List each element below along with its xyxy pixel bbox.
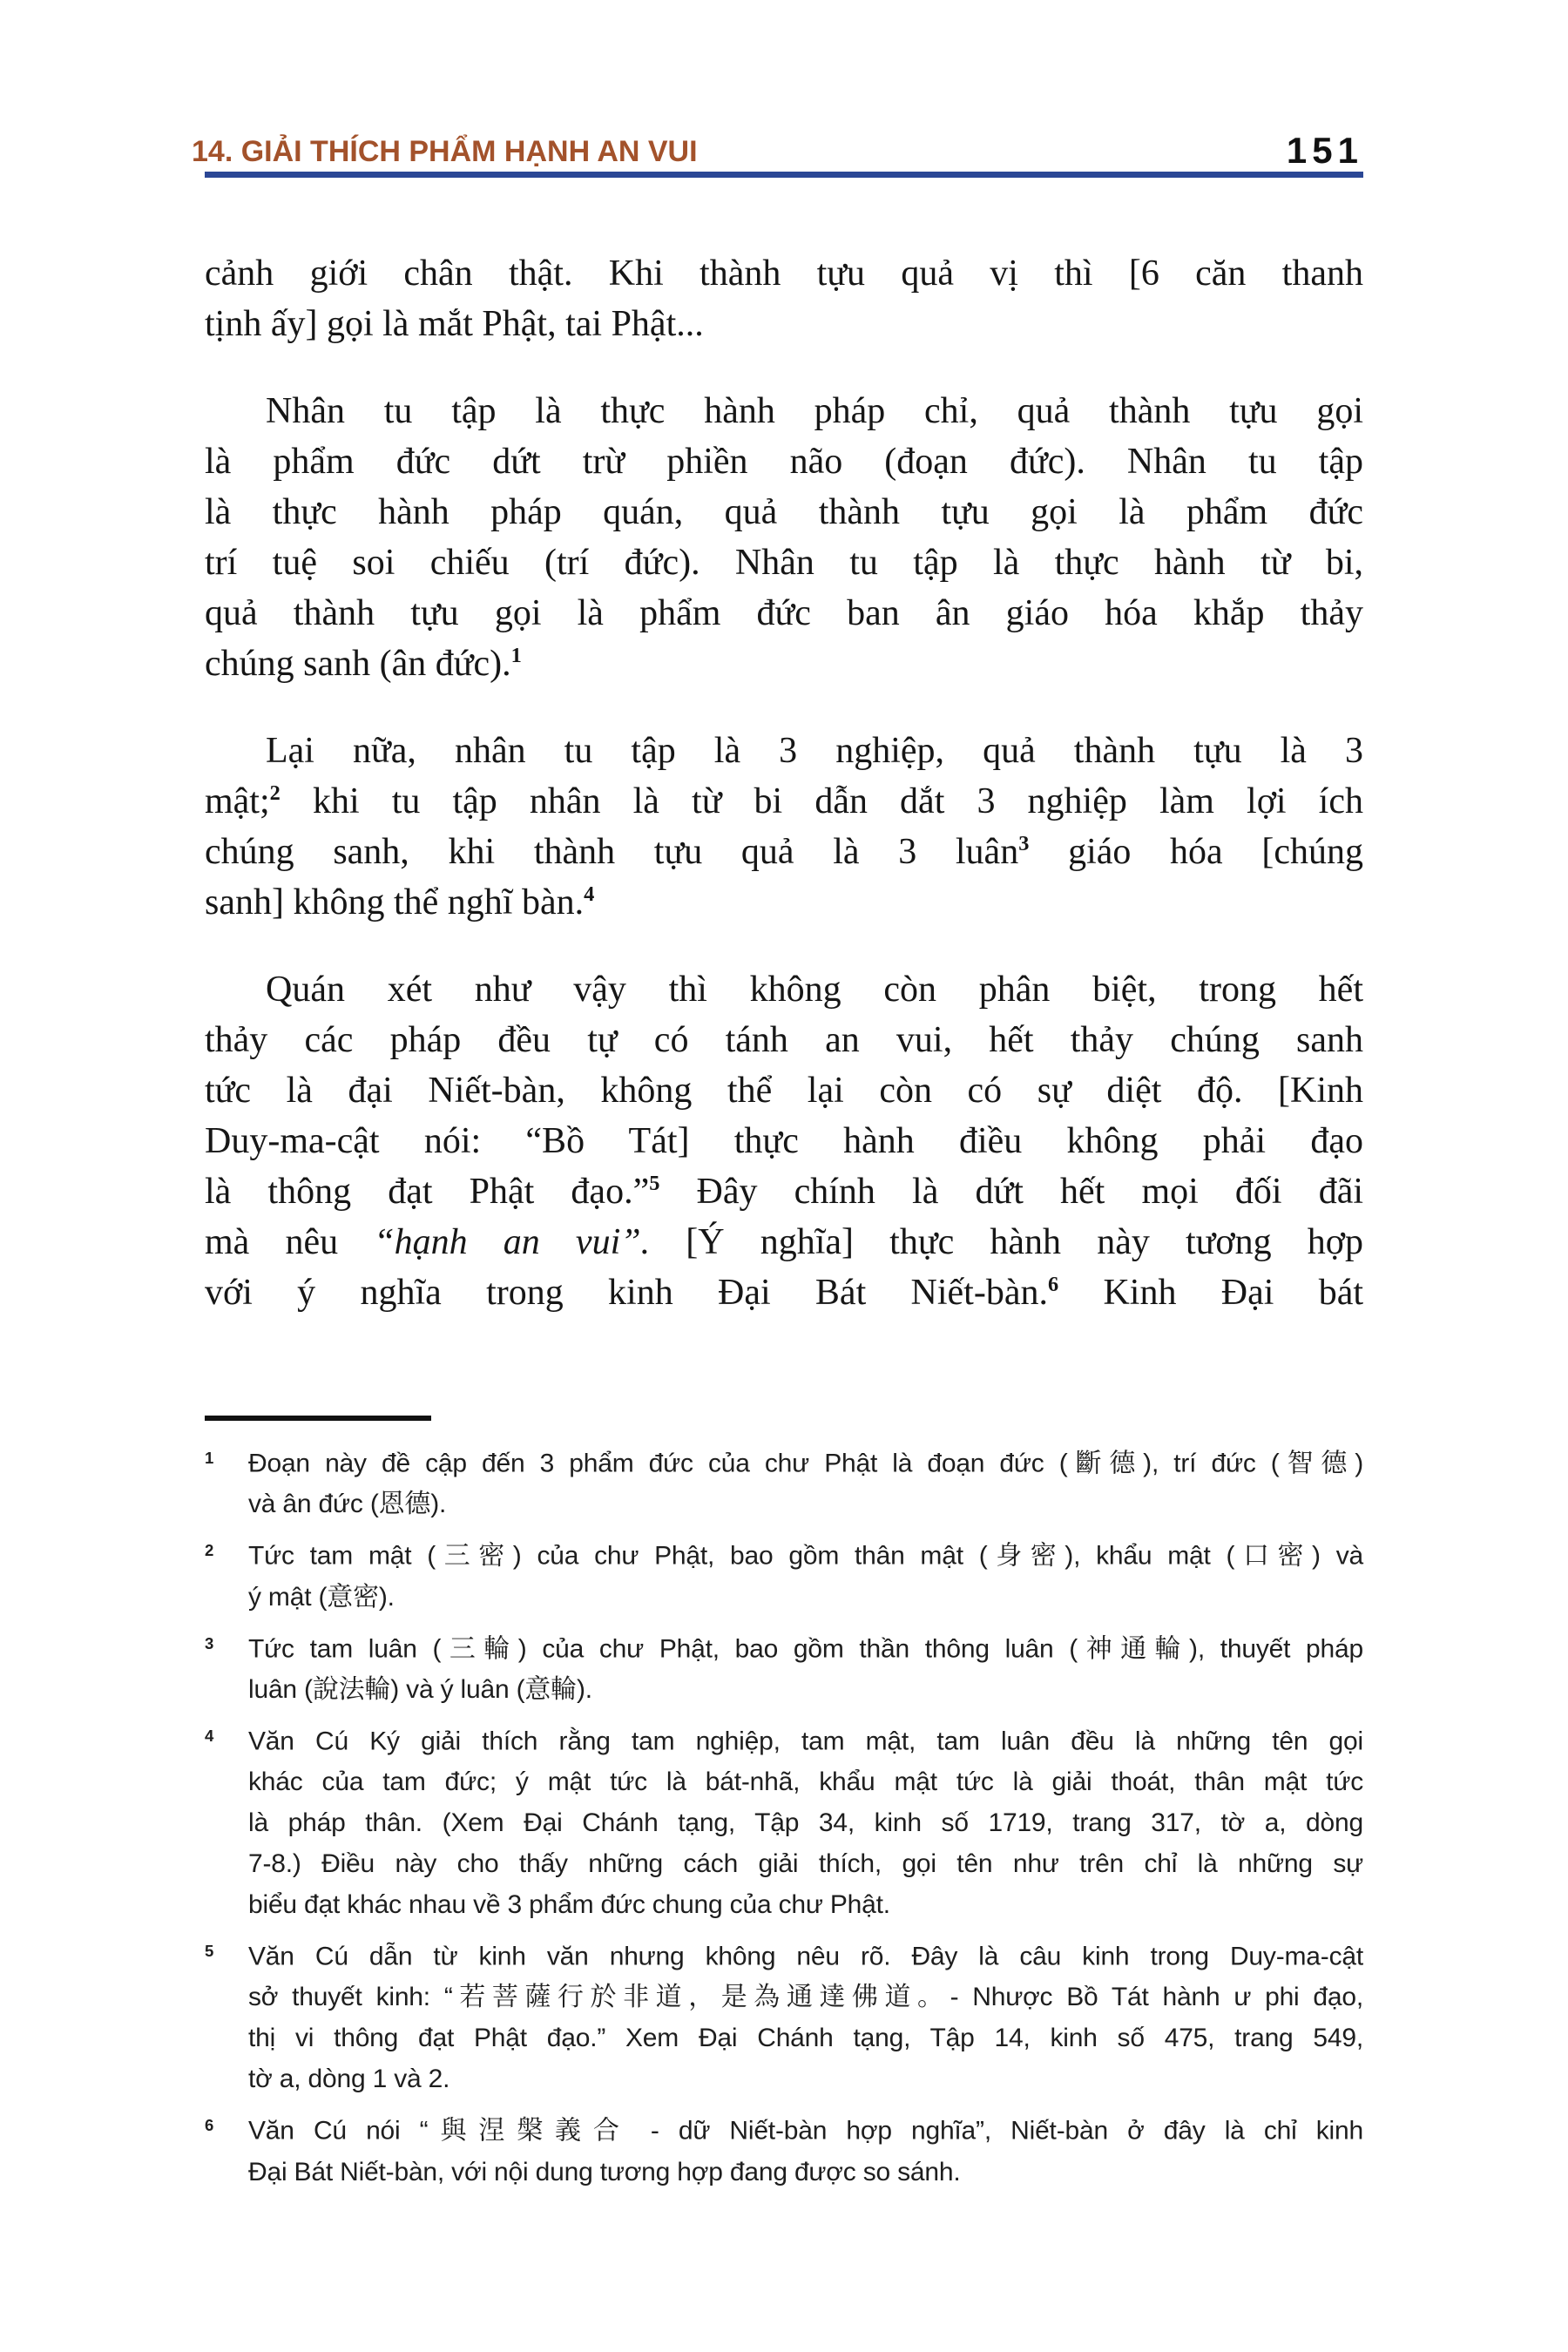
- paragraph: [205, 386, 1363, 689]
- footnote: [205, 1437, 1363, 1524]
- footnote: [205, 1623, 1363, 1710]
- body-line: tức là đại Niết-bàn, không thể lại còn có sự diệt độ. [Kinh: [205, 1071, 1363, 1111]
- footnote-line: 4 Văn Cú Ký giải thích rằng tam nghiệp, tam mật, tam luân đều là những tên gọi: [248, 1715, 1363, 1761]
- footnote-number: 1: [205, 1449, 214, 1467]
- footnote-line: thị vi thông đạt Phật đạo.” Xem Đại Chánh tạng, Tập 14, kinh số 475, trang 549,: [248, 2024, 1363, 2053]
- footnote-line: sở thuyết kinh: “若菩薩行於非道，是為通達佛道。- Nhược Bồ Tát hành ư phi đạo,: [248, 1983, 1363, 2012]
- body-line: Nhân tu tập là thực hành pháp chỉ, quả thành tựu gọi: [266, 391, 1363, 431]
- footnote-line: luân (說法輪) và ý luân (意輪).: [248, 1674, 592, 1704]
- body-line: là thực hành pháp quán, quả thành tựu gọi là phẩm đức: [205, 492, 1363, 532]
- footnote: [205, 1715, 1363, 1925]
- body-line: tịnh ấy] gọi là mắt Phật, tai Phật...: [205, 304, 704, 344]
- footnote-line: là pháp thân. (Xem Đại Chánh tạng, Tập 34, kinh số 1719, trang 317, tờ a, dòng: [248, 1808, 1363, 1838]
- footnote-line: 2 Tức tam mật (三密) của chư Phật, bao gồm thân mật (身密), khẩu mật (口密) và: [248, 1530, 1363, 1576]
- footnote-line: tờ a, dòng 1 và 2.: [248, 2065, 450, 2094]
- body-line: quả thành tựu gọi là phẩm đức ban ân giáo hóa khắp thảy: [205, 593, 1363, 633]
- body-line: thảy các pháp đều tự có tánh an vui, hết thảy chúng sanh: [205, 1020, 1363, 1060]
- paragraph: [205, 964, 1363, 1318]
- body-line: chúng sanh, khi thành tựu quả là 3 luân$^3$ giáo hóa [chúng: [205, 832, 1363, 872]
- footnote-line: Đại Bát Niết-bàn, với nội dung tương hợp đang được so sánh.: [248, 2157, 961, 2186]
- body-text: [205, 248, 1363, 1318]
- body-line: là thông đạt Phật đạo.”$^5$ Đây chính là dứt hết mọi đối đãi: [205, 1172, 1363, 1212]
- body-line: mật;$^2$ khi tu tập nhân là từ bi dẫn dắt 3 nghiệp làm lợi ích: [205, 781, 1363, 821]
- footnote-line: và ân đức (恩德).: [248, 1490, 447, 1519]
- body-line: trí tuệ soi chiếu (trí đức). Nhân tu tập là thực hành từ bi,: [205, 543, 1363, 583]
- body-line: Quán xét như vậy thì không còn phân biệt, trong hết: [266, 970, 1363, 1010]
- footnote-number: 5: [205, 1942, 214, 1961]
- body-line: Duy-ma-cật nói: “Bồ Tát] thực hành điều không phải đạo: [205, 1121, 1363, 1161]
- footnote-line: ý mật (意密).: [248, 1582, 395, 1612]
- footnote-number: 4: [205, 1726, 214, 1745]
- footnotes-section: [205, 1437, 1363, 2198]
- footnote-line: 7-8.) Điều này cho thấy những cách giải thích, gọi tên như trên chỉ là những sự: [248, 1849, 1363, 1879]
- paragraph: [205, 248, 1363, 349]
- paragraph: [205, 726, 1363, 928]
- footnote-line: 1 Đoạn này đề cập đến 3 phẩm đức của chư Phật là đoạn đức (斷德), trí đức (智德): [248, 1437, 1363, 1484]
- body-line: Lại nữa, nhân tu tập là 3 nghiệp, quả thành tựu là 3: [266, 731, 1363, 771]
- footnote: [205, 2105, 1363, 2192]
- footnote-line: 5 Văn Cú dẫn từ kinh văn nhưng không nêu rõ. Đây là câu kinh trong Duy-ma-cật: [248, 1930, 1363, 1977]
- footnote-line: 6 Văn Cú nói “與涅槃義合 - dữ Niết-bàn hợp nghĩa”, Niết-bàn ở đây là chỉ kinh: [248, 2105, 1363, 2151]
- chapter-title: 14. GIẢI THÍCH PHẨM HẠNH AN VUI: [192, 135, 698, 168]
- footnote-line: khác của tam đức; ý mật tức là bát-nhã, khẩu mật tức là giải thoát, thân mật tức: [248, 1767, 1363, 1797]
- footnote-separator: [205, 1416, 431, 1421]
- footnote-number: 3: [205, 1633, 214, 1652]
- body-line: chúng sanh (ân đức).$^1$: [205, 644, 522, 684]
- body-line: sanh] không thể nghĩ bàn.$^4$: [205, 882, 595, 923]
- footnote: [205, 1930, 1363, 2099]
- page-number: 151: [1286, 130, 1363, 171]
- footnote-number: 6: [205, 2116, 214, 2135]
- body-line: là phẩm đức dứt trừ phiền não (đoạn đức). Nhân tu tập: [205, 442, 1363, 482]
- running-head: [192, 132, 1363, 169]
- footnote-number: 2: [205, 1541, 214, 1560]
- body-line: mà nêu “hạnh an vui”. [Ý nghĩa] thực hành này tương hợp: [205, 1222, 1364, 1262]
- body-line: cảnh giới chân thật. Khi thành tựu quả vị thì [6 căn thanh: [205, 253, 1363, 294]
- header-rule: [205, 172, 1363, 178]
- footnote-line: 3 Tức tam luân (三輪) của chư Phật, bao gồm thần thông luân (神通輪), thuyết pháp: [248, 1623, 1363, 1669]
- footnote-line: biểu đạt khác nhau về 3 phẩm đức chung của chư Phật.: [248, 1890, 890, 1920]
- footnote: [205, 1530, 1363, 1617]
- body-line: với ý nghĩa trong kinh Đại Bát Niết-bàn.$^6$ Kinh Đại bát: [205, 1273, 1364, 1313]
